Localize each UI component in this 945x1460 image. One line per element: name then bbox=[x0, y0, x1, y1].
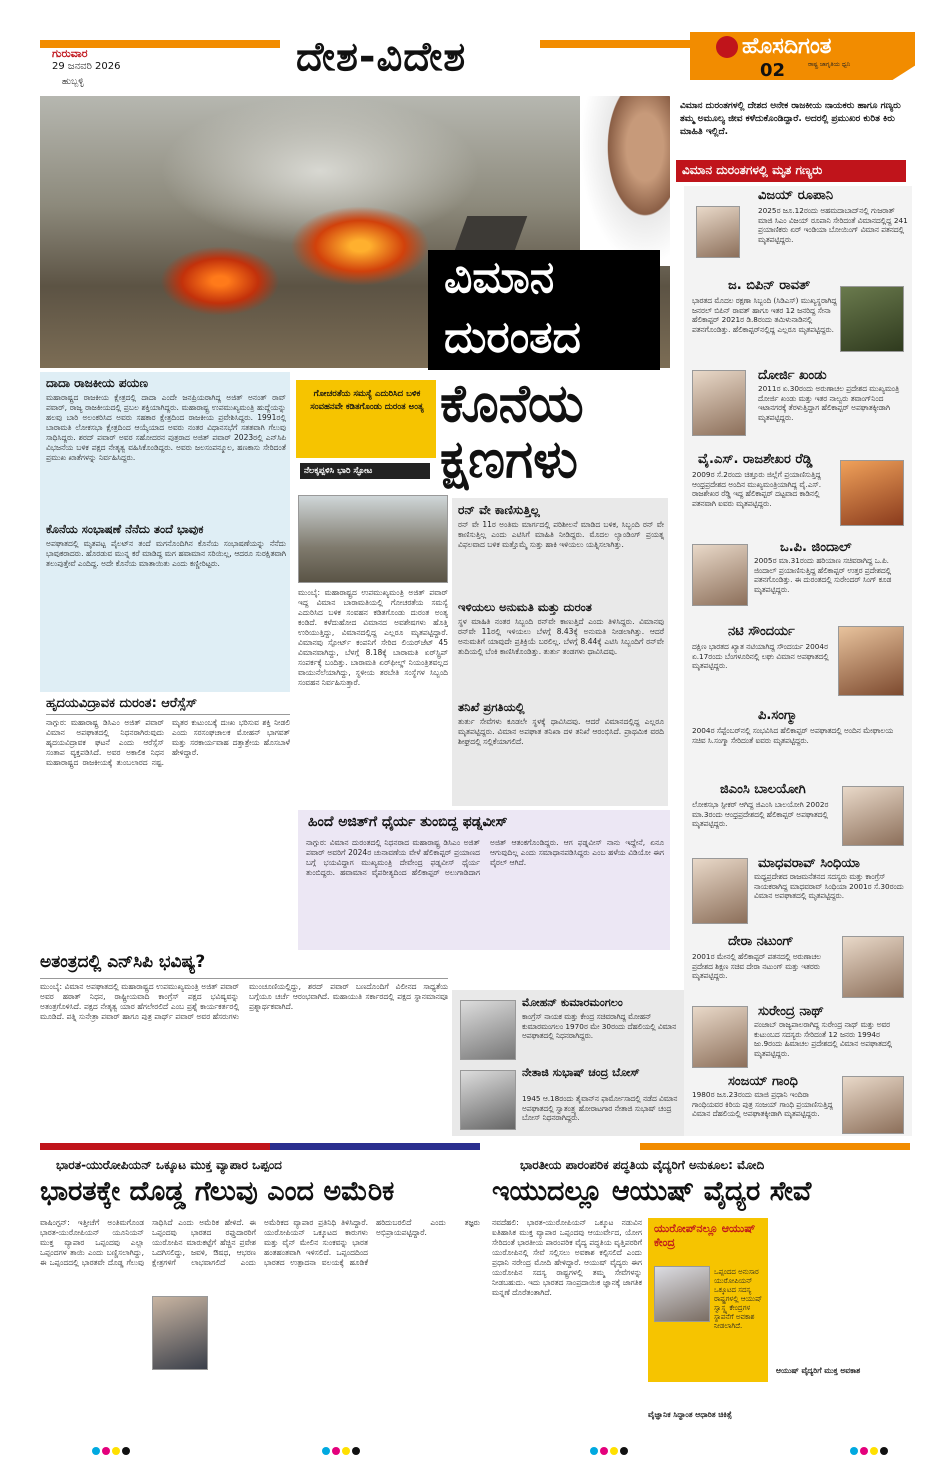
main-body: ಮುಂಬೈ: ಮಹಾರಾಷ್ಟ್ರದ ಉಪಮುಖ್ಯಮಂತ್ರಿ ಅಜಿತ್ ಪವಾರ್ ಇದ್ದ ವಿಮಾನ ಬಾರಾಮತಿಯಲ್ಲಿ ಗೋಚರತೆಯ ಸಮಸ್ಯೆ ಎದುರಿಸಿದ ಬಳಿಕ ಸಂವಹನ ಕಡಿತಗೊಂಡು ದುರಂತ ಅಂತ್ಯ ಕಂಡಿದೆ. ಕಳೆದುಹೋದ ವಿಮಾನದ ಅವಶೇಷಗಳು ಹೊತ್ತಿ ಉರಿಯುತ್ತಿದ್ದು, ವಿಮಾನದಲ್ಲಿದ್ದ ಎಲ್ಲರೂ ಮೃತಪಟ್ಟಿದ್ದಾರೆ. ವಿಮಾನವು ಸ್ಪೋರ್ಟ್ ಕಂಪನಿಗೆ ಸೇರಿದ ಲಿಯರ್‌ಜೆಟ್ 45 ವಿಮಾನವಾಗಿದ್ದು, ಬೆಳಗ್ಗೆ 8.18ಕ್ಕೆ ಬಾರಾಮತಿ ಏರ್‌ಸ್ಟ್ರಿಪ್ ಸಂಪರ್ಕಕ್ಕೆ ಬಂದಿತ್ತು. ಬಾರಾಮತಿ ಏರ್‌ಫೀಲ್ಡ್ ನಿಯಂತ್ರಿತವಲ್ಲದ ವಾಯುನೆಲೆಯಾಗಿದ್ದು, ಸ್ಥಳೀಯ ತರಬೇತಿ ಸಂಸ್ಥೆಗಳ ಸಿಬ್ಬಂದಿ ಸಂವಹನ ನಿರ್ವಹಿಸುತ್ತಾರೆ. bbox=[298, 588, 448, 687]
victim-row bbox=[688, 1004, 910, 1072]
dot-cyan bbox=[322, 1447, 330, 1455]
runway-body: ರನ್ ವೇ 11ರ ಅಂತಿಮ ಮಾರ್ಗದಲ್ಲಿ ಪರಿಶೀಲನೆ ಮಾಡಿದ ಬಳಿಕ, ಸಿಬ್ಬಂದಿ ರನ್ ವೇ ಕಾಣಿಸುತ್ತಿಲ್ಲ ಎಂದು ಎಟಿಸಿಗೆ ಮಾಹಿತಿ ನೀಡಿದ್ದರು. ಮೊದಲ ಲ್ಯಾಂಡಿಂಗ್ ಪ್ರಯತ್ನ ವಿಫಲವಾದ ಬಳಿಕ ಮತ್ತೊಮ್ಮೆ ಸುತ್ತು ಹಾಕಿ ಇಳಿಯಲು ಯತ್ನಿಸಲಾಗಿತ್ತು. bbox=[458, 520, 664, 549]
victim-name: ನಟಿ ಸೌಂದರ್ಯ bbox=[728, 624, 795, 639]
dot-black bbox=[352, 1447, 360, 1455]
victim-photo bbox=[842, 936, 904, 998]
victim-photo bbox=[692, 370, 746, 436]
victim-text: ಪಂಜಾಬ್ ರಾಜ್ಯಪಾಲರಾಗಿದ್ದ ಸುರೇಂದ್ರ ನಾಥ್ ಮತ್ತು ಅವರ ಕುಟುಂಬದ ಸದಸ್ಯರು ಸೇರಿದಂತೆ 12 ಜನರು 1994ರ ಜು.9ರಂದು ಹಿಮಾಚಲ ಪ್ರದೇಶದಲ್ಲಿ ವಿಮಾನ ಅಪಘಾತದಲ್ಲಿ ಮೃತಪಟ್ಟಿದ್ದರು. bbox=[754, 1020, 893, 1058]
extra-victim-name-2: ನೇತಾಜಿ ಸುಭಾಷ್ ಚಂದ್ರ ಬೋಸ್ bbox=[522, 1066, 640, 1079]
registration-dots-left bbox=[92, 1440, 132, 1459]
ncp-body: ಮುಂಬೈ: ವಿಮಾನ ಅಪಘಾತದಲ್ಲಿ ಮಹಾರಾಷ್ಟ್ರದ ಉಪಮುಖ್ಯಮಂತ್ರಿ ಅಜಿತ್ ಪವಾರ್ ಅವರ ಹಠಾತ್ ನಿಧನ, ರಾಷ್ಟ್ರೀಯವಾದಿ ಕಾಂಗ್ರೆಸ್ ಪಕ್ಷದ ಭವಿಷ್ಯವನ್ನು ಅತಂತ್ರಗೊಳಿಸಿದೆ. ಪಕ್ಷದ ನೇತೃತ್ವ ಯಾರ ಹೆಗಲೇರಲಿದೆ ಎಂಬ ಪ್ರಶ್ನೆ ಕಾರ್ಯಕರ್ತರಲ್ಲಿ ಮೂಡಿದೆ. ಪತ್ನಿ ಸುನೇತ್ರಾ ಪವಾರ್ ಹಾಗೂ ಪುತ್ರ ಪಾರ್ಥ್ ಪವಾರ್ ಅವರ ಹೆಸರುಗಳು ಮುಂಚೂಣಿಯಲ್ಲಿದ್ದು, ಶರದ್ ಪವಾರ್ ಬಣದೊಂದಿಗೆ ವಿಲೀನದ ಸಾಧ್ಯತೆಯ ಬಗ್ಗೆಯೂ ಚರ್ಚೆ ಆರಂಭವಾಗಿದೆ. ಮಹಾಯುತಿ ಸರ್ಕಾರದಲ್ಲಿ ಪಕ್ಷದ ಸ್ಥಾನಮಾನವೂ ಪ್ರಶ್ನಾರ್ಥಕವಾಗಿದೆ. bbox=[40, 982, 448, 1021]
victim-name: ಜಿಎಂಸಿ ಬಾಲಯೋಗಿ bbox=[720, 782, 806, 797]
last-talk-body: ಅಪಘಾತದಲ್ಲಿ ಮೃತಪಟ್ಟ ಪೈಲಟ್‌ನ ತಂದೆ ಮಗನೊಂದಿಗಿನ ಕೊನೆಯ ಸಂಭಾಷಣೆಯನ್ನು ನೆನೆದು ಭಾವುಕರಾದರು. ಹೊರಡುವ ಮುನ್ನ ಕರೆ ಮಾಡಿದ್ದ ಮಗ ಹವಾಮಾನ ಸರಿಯಿಲ್ಲ, ಆದರೂ ಸುರಕ್ಷಿತವಾಗಿ ತಲುಪುತ್ತೇವೆ ಎಂದಿದ್ದ. ಅದೇ ಕೊನೆಯ ಮಾತಾಯಿತು ಎಂದು ಕಣ್ಣೀರಿಟ್ಟರು. bbox=[46, 539, 286, 568]
bottom-rule-mid bbox=[270, 1143, 480, 1150]
fire-crew-photo bbox=[298, 495, 448, 583]
victim-photo bbox=[842, 1076, 904, 1134]
victim-photo bbox=[838, 626, 904, 696]
victim-text: 2009ರ ಸೆ.2ರಂದು ಚಿತ್ತೂರು ಜಿಲ್ಲೆಗೆ ಪ್ರಯಾಣಿಸುತ್ತಿದ್ದ ಆಂಧ್ರಪ್ರದೇಶದ ಅಂದಿನ ಮುಖ್ಯಮಂತ್ರಿಯಾಗಿದ್ದ ವೈ.ಎಸ್. ರಾಜಶೇಖರ ರೆಡ್ಡಿ ಇದ್ದ ಹೆಲಿಕಾಪ್ಟರ್ ದಟ್ಟವಾದ ಕಾಡಿನಲ್ಲಿ ಪತನವಾಗಿ ಐವರು ಮೃತಪಟ್ಟಿದ್ದರು. bbox=[692, 470, 822, 508]
ncp-title bbox=[40, 952, 205, 972]
headline-line-4: ಕ್ಷಣಗಳು bbox=[440, 430, 578, 490]
section-title: ದೇಶ-ವಿದೇಶ bbox=[296, 34, 467, 80]
politician-portrait bbox=[580, 96, 670, 266]
heart-body: ನಾಗ್ಪುರ: ಮಹಾರಾಷ್ಟ್ರ ಡಿಸಿಎಂ ಅಜಿತ್ ಪವಾರ್ ವಿಮಾನ ಅಪಘಾತದಲ್ಲಿ ನಿಧನರಾಗಿರುವುದು ಹೃದಯವಿದ್ರಾವಕ ಘಟನೆ ಎಂದು ಆರೆಸ್ಸೆಸ್ ಸಂತಾಪ ವ್ಯಕ್ತಪಡಿಸಿದೆ. ಅವರ ಅಕಾಲಿಕ ನಿಧನ ಮಹಾರಾಷ್ಟ್ರದ ರಾಜಕೀಯಕ್ಕೆ ತುಂಬಲಾರದ ನಷ್ಟ. ಮೃತರ ಕುಟುಂಬಕ್ಕೆ ದುಃಖ ಭರಿಸುವ ಶಕ್ತಿ ನೀಡಲಿ ಎಂದು ಸರಸಂಘಚಾಲಕ ಮೋಹನ್ ಭಾಗವತ್ ಮತ್ತು ಸರಕಾರ್ಯವಾಹ ದತ್ತಾತ್ರೇಯ ಹೊಸಬಾಳೆ ಹೇಳಿದ್ದಾರೆ. bbox=[46, 718, 290, 767]
sidebar-title: ವಿಮಾನ ದುರಂತಗಳಲ್ಲಿ ಮೃತ ಗಣ್ಯರು bbox=[682, 163, 823, 177]
victim-text: 2005ರ ಮಾ.31ರಂದು ಹರಿಯಾಣ ಸಚಿವರಾಗಿದ್ದ ಒ.ಪಿ. ಜಿಂದಾಲ್ ಪ್ರಯಾಣಿಸುತ್ತಿದ್ದ ಹೆಲಿಕಾಪ್ಟರ್ ಉತ್ತರ ಪ್ರದೇಶದಲ್ಲಿ ಪತನಗೊಂಡಿತ್ತು. ಈ ದುರಂತದಲ್ಲಿ ಸುರೇಂದರ್ ಸಿಂಗ್ ಕೂಡ ಮೃತಪಟ್ಟಿದ್ದರು. bbox=[754, 556, 892, 594]
dot-cyan bbox=[590, 1447, 598, 1455]
masthead bbox=[0, 0, 945, 92]
victim-photo bbox=[692, 1006, 748, 1068]
victim-photo bbox=[840, 286, 904, 352]
dot-magenta bbox=[860, 1447, 868, 1455]
victim-row bbox=[688, 188, 910, 268]
probe-title: ತನಿಖೆ ಪ್ರಗತಿಯಲ್ಲಿ bbox=[458, 700, 525, 714]
registration-dots-mid bbox=[322, 1440, 362, 1459]
masthead-city: ಹುಬ್ಬಳ್ಳಿ bbox=[62, 77, 84, 87]
victim-photo bbox=[696, 206, 740, 258]
victim-name: ಜ. ಬಿಪಿನ್ ರಾವತ್ bbox=[728, 278, 811, 293]
runway-title: ರನ್ ವೇ ಕಾಣಿಸುತ್ತಿಲ್ಲ bbox=[458, 503, 540, 517]
last-talk-title: ಕೊನೆಯ ಸಂಭಾಷಣೆ ನೆನೆದು ತಂದೆ ಭಾವುಕ bbox=[46, 522, 204, 536]
bottom-rule-left bbox=[40, 1143, 270, 1150]
victim-row bbox=[688, 540, 910, 620]
victim-name: ಸಂಜಯ್ ಗಾಂಧಿ bbox=[728, 1074, 798, 1089]
extra-victim-text-1: ಕಾಂಗ್ರೆಸ್ ನಾಯಕ ಮತ್ತು ಕೇಂದ್ರ ಸಚಿವರಾಗಿದ್ದ ಮೋಹನ್ ಕುಮಾರಮಂಗಲಂ 1970ರ ಮೇ 30ರಂದು ದೆಹಲಿಯಲ್ಲಿ ವಿಮಾನ ಅಪಘಾತದಲ್ಲಿ ನಿಧನರಾಗಿದ್ದರು. bbox=[522, 1012, 677, 1040]
ayush-body: ನವದೆಹಲಿ: ಭಾರತ-ಯುರೋಪಿಯನ್ ಒಕ್ಕೂಟ ನಡುವಿನ ಐತಿಹಾಸಿಕ ಮುಕ್ತ ವ್ಯಾಪಾರ ಒಪ್ಪಂದವು ಆಯುರ್ವೇದ, ಯೋಗ ಸೇರಿದಂತೆ ಭಾರತೀಯ ಪಾರಂಪರಿಕ ವೈದ್ಯ ಪದ್ಧತಿಯ ವೃತ್ತಿಪರರಿಗೆ ಯುರೋಪಿನಲ್ಲಿ ಸೇವೆ ಸಲ್ಲಿಸಲು ಅವಕಾಶ ಕಲ್ಪಿಸಲಿದೆ ಎಂದು ಪ್ರಧಾನಿ ನರೇಂದ್ರ ಮೋದಿ ಹೇಳಿದ್ದಾರೆ. ಆಯುಷ್ ವೈದ್ಯರು ಈಗ ಯುರೋಪಿನ ಸದಸ್ಯ ರಾಷ್ಟ್ರಗಳಲ್ಲಿ ತಮ್ಮ ಸೇವೆಗಳನ್ನು ನೀಡಬಹುದು. ಇದು ಭಾರತದ ಸಾಂಪ್ರದಾಯಿಕ ಜ್ಞಾನಕ್ಕೆ ಜಾಗತಿಕ ಮನ್ನಣೆ ದೊರೆತಂತಾಗಿದೆ. bbox=[492, 1218, 642, 1297]
registration-dots-right bbox=[590, 1440, 630, 1459]
victim-text: 2004ರ ಸೆಪ್ಟೆಂಬರ್‌ನಲ್ಲಿ ಸಂಭವಿಸಿದ ಹೆಲಿಕಾಪ್ಟರ್ ಅಪಘಾತದಲ್ಲಿ ಅಂದಿನ ಮೇಘಾಲಯ ಸಚಿವ ಸಿ.ಸಂಗ್ಮಾ ಸೇರಿದಂತೆ ಐವರು ಮೃತಪಟ್ಟಿದ್ದರು. bbox=[692, 726, 894, 745]
dot-yellow bbox=[112, 1447, 120, 1455]
registration-dots-far-right bbox=[850, 1440, 890, 1459]
eu-headline: ಭಾರತಕ್ಕೇ ದೊಡ್ಡ ಗೆಲುವು ಎಂದ ಅಮೆರಿಕ bbox=[40, 1176, 395, 1207]
brand-tagline: ರಾಷ್ಟ್ರ ಜಾಗೃತಿಯ ಧ್ವನಿ bbox=[808, 61, 851, 68]
victim-name: ದೋರ್ಜಿ ಖಂಡು bbox=[758, 368, 827, 383]
victim-row bbox=[688, 782, 910, 852]
victim-text: ಭಾರತದ ಮೊದಲ ರಕ್ಷಣಾ ಸಿಬ್ಬಂದಿ (ಸಿಡಿಎಸ್) ಮುಖ್ಯಸ್ಥರಾಗಿದ್ದ ಜನರಲ್ ಬಿಪಿನ್ ರಾವತ್ ಹಾಗೂ ಇತರ 12 ಜನರಿದ್ದ ಸೇನಾ ಹೆಲಿಕಾಪ್ಟರ್ 2021ರ ಡಿ.8ರಂದು ತಮಿಳುನಾಡಿನಲ್ಲಿ ಪತನಗೊಂಡಿತ್ತು. ಹೆಲಿಕಾಪ್ಟರ್‌ನಲ್ಲಿದ್ದ ಎಲ್ಲರೂ ಮೃತಪಟ್ಟಿದ್ದರು. bbox=[692, 296, 837, 334]
ayush-sub1: ಆಯುಷ್ ವೈದ್ಯರಿಗೆ ಮುಕ್ತ ಅವಕಾಶ bbox=[776, 1366, 861, 1375]
modi-meeting-photo bbox=[654, 1266, 710, 1322]
victim-photo bbox=[692, 858, 748, 924]
victim-row bbox=[688, 452, 910, 536]
victim-text: 2001ರ ಮೇನಲ್ಲಿ ಹೆಲಿಕಾಪ್ಟರ್ ಪತನದಲ್ಲಿ ಅರುಣಾಚಲ ಪ್ರದೇಶದ ಶಿಕ್ಷಣ ಸಚಿವ ದೇರಾ ನಟುಂಗ್ ಮತ್ತು ಇತರರು ಮೃತಪಟ್ಟಿದ್ದರು. bbox=[692, 952, 822, 980]
fire-patch-2 bbox=[290, 206, 430, 286]
victim-photo bbox=[692, 544, 748, 606]
ayush-box-body: ಒಪ್ಪಂದದ ಅನುಸಾರ ಯುರೋಪಿಯನ್ ಒಕ್ಕೂಟದ ಸದಸ್ಯ ರಾಷ್ಟ್ರಗಳಲ್ಲಿ ಆಯುಷ್ ಸ್ವಾಸ್ಥ್ಯ ಕೇಂದ್ರಗಳ ಸ್ಥಾಪನೆಗೆ ಅವಕಾಶ ನೀಡಲಾಗಿದೆ. bbox=[714, 1268, 763, 1330]
eu-body: ವಾಷಿಂಗ್ಟನ್: ಇತ್ತೀಚೆಗೆ ಅಂತಿಮಗೊಂಡ ಭಾರತ-ಯುರೋಪಿಯನ್ ಯೂನಿಯನ್ ಮುಕ್ತ ವ್ಯಾಪಾರ ಒಪ್ಪಂದವು ಎಲ್ಲಾ ಒಪ್ಪಂದಗಳ ತಾಯಿ ಎಂದು ಬಣ್ಣಿಸಲಾಗಿದ್ದು, ಈ ಒಪ್ಪಂದದಲ್ಲಿ ಭಾರತವೇ ದೊಡ್ಡ ಗೆಲುವು ಸಾಧಿಸಿದೆ ಎಂದು ಅಮೆರಿಕ ಹೇಳಿದೆ. ಈ ಒಪ್ಪಂದವು ಭಾರತದ ರಫ್ತುದಾರರಿಗೆ ಯುರೋಪಿನ ಮಾರುಕಟ್ಟೆಗೆ ಹೆಚ್ಚಿನ ಪ್ರವೇಶ ಒದಗಿಸಲಿದ್ದು, ಜವಳಿ, ಔಷಧ, ಆಭರಣ ಕ್ಷೇತ್ರಗಳಿಗೆ ಲಾಭವಾಗಲಿದೆ ಎಂದು ಅಮೆರಿಕದ ವ್ಯಾಪಾರ ಪ್ರತಿನಿಧಿ ತಿಳಿಸಿದ್ದಾರೆ. ಯುರೋಪಿಯನ್ ಒಕ್ಕೂಟದ ಕಾರುಗಳು ಮತ್ತು ವೈನ್ ಮೇಲಿನ ಸುಂಕವನ್ನು ಭಾರತ ಹಂತಹಂತವಾಗಿ ಇಳಿಸಲಿದೆ. ಒಪ್ಪಂದದಿಂದ ಭಾರತದ ಉತ್ಪಾದನಾ ವಲಯಕ್ಕೆ ಹೂಡಿಕೆ ಹರಿದುಬರಲಿದೆ ಎಂದು ತಜ್ಞರು ಅಭಿಪ್ರಾಯಪಟ್ಟಿದ್ದಾರೆ. bbox=[40, 1218, 480, 1267]
ncp-title-text: ಅತಂತ್ರದಲ್ಲಿ ಎನ್‌ಸಿಪಿ ಭವಿಷ್ಯ? bbox=[40, 952, 206, 972]
eu-kicker: ಭಾರತ-ಯುರೋಪಿಯನ್ ಒಕ್ಕೂಟ ಮುಕ್ತ ವ್ಯಾಪಾರ ಒಪ್ಪಂದ bbox=[56, 1158, 282, 1172]
bottom-rule-right bbox=[640, 1143, 910, 1150]
heart-title: ಹೃದಯವಿದ್ರಾವಕ ದುರಂತ: ಆರೆಸ್ಸೆಸ್ bbox=[46, 696, 198, 711]
victim-text: ದಕ್ಷಿಣ ಭಾರತದ ಖ್ಯಾತ ನಟಿಯಾಗಿದ್ದ ಸೌಂದರ್ಯ 2004ರ ಏ.17ರಂದು ಬೆಂಗಳೂರಿನಲ್ಲಿ ಲಘು ವಿಮಾನ ಅಪಘಾತದಲ್ಲಿ ಮೃತಪಟ್ಟಿದ್ದರು. bbox=[692, 642, 829, 670]
victim-name: ದೇರಾ ನಟುಂಗ್ bbox=[728, 934, 794, 949]
dot-black bbox=[122, 1447, 130, 1455]
masthead-date: 29 ಜನವರಿ 2026 bbox=[52, 61, 121, 72]
ayush-sub2: ವೈಜ್ಞಾನಿಕ ಸಿದ್ಧಾಂತ ಆಧಾರಿತ ಚಿಕಿತ್ಸೆ bbox=[648, 1410, 732, 1419]
extra-victim-name-1: ಮೋಹನ್ ಕುಮಾರಮಂಗಲಂ bbox=[522, 996, 623, 1009]
dot-yellow bbox=[342, 1447, 350, 1455]
ayush-kicker: ಭಾರತೀಯ ಪಾರಂಪರಿಕ ಪದ್ಧತಿಯ ವೈದ್ಯರಿಗೆ ಅನುಕೂಲ: ಮೋದಿ bbox=[520, 1158, 765, 1172]
intro-tag: ನೆಲಕ್ಕಪ್ಪಳಿಸಿ ಭಾರಿ ಸ್ಫೋಟ bbox=[300, 463, 430, 479]
dada-title: ದಾದಾ ರಾಜಕೀಯ ಪಯಣ bbox=[46, 376, 148, 390]
victim-row bbox=[688, 278, 910, 362]
victim-row bbox=[688, 708, 910, 776]
headline-line-2: ದುರಂತದ bbox=[444, 312, 581, 363]
dada-body: ಮಹಾರಾಷ್ಟ್ರದ ರಾಜಕೀಯ ಕ್ಷೇತ್ರದಲ್ಲಿ ದಾದಾ ಎಂದೇ ಜನಪ್ರಿಯರಾಗಿದ್ದ ಅಜಿತ್ ಅನಂತ್ ರಾವ್ ಪವಾರ್, ರಾಜ್ಯ ರಾಜಕೀಯದಲ್ಲಿ ಪ್ರಬಲ ಶಕ್ತಿಯಾಗಿದ್ದರು. ಮಹಾರಾಷ್ಟ್ರ ಉಪಮುಖ್ಯಮಂತ್ರಿ ಹುದ್ದೆಯನ್ನು ಹಲವು ಬಾರಿ ಅಲಂಕರಿಸಿದ ಅವರು ಸಹಕಾರ ಕ್ಷೇತ್ರದಿಂದ ರಾಜಕೀಯ ಪ್ರವೇಶಿಸಿದ್ದರು. 1991ರಲ್ಲಿ ಬಾರಾಮತಿ ಲೋಕಸಭಾ ಕ್ಷೇತ್ರದಿಂದ ಆಯ್ಕೆಯಾದ ಅವರು ನಂತರ ವಿಧಾನಸಭೆಗೆ ಸತತವಾಗಿ ಗೆಲುವು ಸಾಧಿಸಿದ್ದರು. ಶರದ್ ಪವಾರ್ ಅವರ ಸಹೋದರನ ಪುತ್ರರಾದ ಅಜಿತ್ ಪವಾರ್ 2023ರಲ್ಲಿ ಎನ್‌ಸಿಪಿ ವಿಭಜನೆಯ ಬಳಿಕ ಪಕ್ಷದ ನೇತೃತ್ವ ವಹಿಸಿಕೊಂಡಿದ್ದರು. ಅವರು ಜಲಸಂಪನ್ಮೂಲ, ಹಣಕಾಸು ಸೇರಿದಂತೆ ಪ್ರಮುಖ ಖಾತೆಗಳನ್ನು ನಿರ್ವಹಿಸಿದ್ದರು. bbox=[46, 393, 286, 462]
headline-line-1: ವಿಮಾನ bbox=[444, 252, 555, 303]
victim-text: ಮಧ್ಯಪ್ರದೇಶದ ರಾಜಮನೆತನದ ಸದಸ್ಯರು ಮತ್ತು ಕಾಂಗ್ರೆಸ್ ನಾಯಕರಾಗಿದ್ದ ಮಾಧವರಾವ್ ಸಿಂಧಿಯಾ 2001ರ ಸೆ.30ರಂದು ವಿಮಾನ ಅಪಘಾತದಲ್ಲಿ ಮೃತಪಟ್ಟಿದ್ದರು. bbox=[754, 872, 904, 900]
headline-line-3: ಕೊನೆಯ bbox=[440, 374, 584, 434]
masthead-right-rule bbox=[540, 40, 690, 48]
brand-logo-icon bbox=[716, 36, 738, 58]
brand-name: ಹೊಸದಿಗಂತ bbox=[742, 34, 832, 59]
ayush-headline: ಇಯುದಲ್ಲೂ ಆಯುಷ್ ವೈದ್ಯರ ಸೇವೆ bbox=[492, 1176, 812, 1207]
landing-title: ಇಳಿಯಲು ಅನುಮತಿ ಮತ್ತು ದುರಂತ bbox=[458, 600, 592, 614]
dot-cyan bbox=[850, 1447, 858, 1455]
masthead-day: ಗುರುವಾರ bbox=[52, 47, 88, 60]
extra-victim-photo-1 bbox=[460, 1000, 516, 1060]
intro-text: ಗೋಚರತೆಯ ಸಮಸ್ಯೆ ಎದುರಿಸಿದ ಬಳಿಕ ಸಂವಹನವೇ ಕಡಿತಗೊಂಡು ದುರಂತ ಅಂತ್ಯ bbox=[310, 389, 424, 412]
dot-black bbox=[620, 1447, 628, 1455]
extra-victim-photo-2 bbox=[460, 1070, 516, 1130]
victim-name: ಒ.ಪಿ. ಜಿಂದಾಲ್ bbox=[780, 540, 852, 555]
sidebar-intro: ವಿಮಾನ ದುರಂತಗಳಲ್ಲಿ ದೇಶದ ಅನೇಕ ರಾಜಕೀಯ ನಾಯಕರು ಹಾಗೂ ಗಣ್ಯರು ತಮ್ಮ ಅಮೂಲ್ಯ ಜೀವ ಕಳೆದುಕೊಂಡಿದ್ದಾರೆ. ಅದರಲ್ಲಿ ಪ್ರಮುಖರ ಕುರಿತ ಕಿರು ಮಾಹಿತಿ ಇಲ್ಲಿದೆ. bbox=[680, 101, 901, 137]
extra-victim-text-2: 1945 ಆ.18ರಂದು ತೈವಾನ್‌ನ ಫಾರ್ಮೋಸಾದಲ್ಲಿ ನಡೆದ ವಿಮಾನ ಅಪಘಾತದಲ್ಲಿ ಸ್ವಾತಂತ್ರ್ಯ ಹೋರಾಟಗಾರ ನೇತಾಜಿ ಸುಭಾಷ್ ಚಂದ್ರ ಬೋಸ್ ನಿಧನರಾಗಿದ್ದರು. bbox=[522, 1094, 678, 1122]
victim-name: ಮಾಧವರಾವ್ ಸಿಂಧಿಯಾ bbox=[758, 856, 860, 871]
victim-photo bbox=[842, 786, 904, 846]
dot-cyan bbox=[92, 1447, 100, 1455]
victim-row bbox=[688, 368, 910, 448]
victim-name: ಸುರೇಂದ್ರ ನಾಥ್ bbox=[758, 1004, 824, 1019]
victim-text: ಲೋಕಸಭಾ ಸ್ಪೀಕರ್ ಆಗಿದ್ದ ಜಿಎಂಸಿ ಬಾಲಯೋಗಿ 2002ರ ಮಾ.3ರಂದು ಆಂಧ್ರಪ್ರದೇಶದಲ್ಲಿ ಹೆಲಿಕಾಪ್ಟರ್ ಅಪಘಾತದಲ್ಲಿ ಮೃತಪಟ್ಟಿದ್ದರು. bbox=[692, 800, 829, 828]
victim-row bbox=[688, 934, 910, 1002]
fire-patch-1 bbox=[160, 246, 280, 316]
victim-text: 2011ರ ಏ.30ರಂದು ಅರುಣಾಚಲ ಪ್ರದೇಶದ ಮುಖ್ಯಮಂತ್ರಿ ದೋರ್ಜಿ ಖಂಡು ಮತ್ತು ಇತರ ನಾಲ್ವರು ತವಾಂಗ್‌ನಿಂದ ಇಟಾನಗರಕ್ಕೆ ತೆರಳುತ್ತಿದ್ದಾಗ ಹೆಲಿಕಾಪ್ಟರ್ ಅಪಘಾತಕ್ಕೀಡಾಗಿ ಮೃತಪಟ್ಟಿದ್ದರು. bbox=[758, 384, 900, 422]
fadnavis-body: ನಾಗ್ಪುರ: ವಿಮಾನ ದುರಂತದಲ್ಲಿ ನಿಧನರಾದ ಮಹಾರಾಷ್ಟ್ರ ಡಿಸಿಎಂ ಅಜಿತ್ ಪವಾರ್ ಅವರಿಗೆ 2024ರ ಚುನಾವಣೆಯ ವೇಳೆ ಹೆಲಿಕಾಪ್ಟರ್ ಪ್ರಯಾಣದ ಬಗ್ಗೆ ಭಯವಿದ್ದಾಗ ಮುಖ್ಯಮಂತ್ರಿ ದೇವೇಂದ್ರ ಫಡ್ನವೀಸ್ ಧೈರ್ಯ ತುಂಬಿದ್ದರು. ಹವಾಮಾನ ವೈಪರೀತ್ಯದಿಂದ ಹೆಲಿಕಾಪ್ಟರ್ ಅಲುಗಾಡಿದಾಗ ಅಜಿತ್ ಆತಂಕಗೊಂಡಿದ್ದರು. ಆಗ ಫಡ್ನವೀಸ್ ನಾನು ಇದ್ದೇನೆ, ಏನೂ ಆಗುವುದಿಲ್ಲ ಎಂದು ಸಮಾಧಾನಪಡಿಸಿದ್ದರು ಎಂಬ ಹಳೆಯ ವಿಡಿಯೋ ಈಗ ವೈರಲ್ ಆಗಿದೆ. bbox=[306, 838, 664, 877]
fadnavis-title: ಹಿಂದೆ ಅಜಿತ್‌ಗೆ ಧೈರ್ಯ ತುಂಬಿದ್ದ ಫಡ್ನವೀಸ್ bbox=[308, 814, 508, 830]
victim-text: 1980ರ ಜೂ.23ರಂದು ಮಾಜಿ ಪ್ರಧಾನಿ ಇಂದಿರಾ ಗಾಂಧಿಯವರ ಕಿರಿಯ ಪುತ್ರ ಸಂಜಯ್ ಗಾಂಧಿ ಪ್ರಯಾಣಿಸುತ್ತಿದ್ದ ವಿಮಾನ ದೆಹಲಿಯಲ್ಲಿ ಅಪಘಾತಕ್ಕೀಡಾಗಿ ಮೃತಪಟ್ಟಿದ್ದರು. bbox=[692, 1090, 833, 1118]
victim-photo bbox=[840, 460, 904, 526]
dot-magenta bbox=[332, 1447, 340, 1455]
dot-magenta bbox=[102, 1447, 110, 1455]
victim-row bbox=[688, 856, 910, 930]
ayush-box-title: ಯುರೋಪ್‌ನಲ್ಲೂ ಆಯುಷ್ ಕೇಂದ್ರ bbox=[654, 1222, 756, 1249]
ncp-rule bbox=[40, 978, 448, 979]
victim-row bbox=[688, 624, 910, 702]
probe-body: ತುರ್ತು ಸೇವೆಗಳು ಕೂಡಲೇ ಸ್ಥಳಕ್ಕೆ ಧಾವಿಸಿದವು. ಆದರೆ ವಿಮಾನದಲ್ಲಿದ್ದ ಎಲ್ಲರೂ ಮೃತಪಟ್ಟಿದ್ದರು. ವಿಮಾನ ಅಪಘಾತ ತನಿಖಾ ದಳ ತನಿಖೆ ಆರಂಭಿಸಿದೆ. ಪ್ರಾಥಮಿಕ ವರದಿ ಶೀಘ್ರದಲ್ಲಿ ಸಲ್ಲಿಕೆಯಾಗಲಿದೆ. bbox=[458, 717, 664, 746]
victim-text: 2025ರ ಜೂ.12ರಂದು ಅಹಮದಾಬಾದ್‌ನಲ್ಲಿ ಗುಜರಾತ್ ಮಾಜಿ ಸಿಎಂ ವಿಜಯ್ ರೂಪಾನಿ ಸೇರಿದಂತೆ ವಿಮಾನದಲ್ಲಿದ್ದ 241 ಪ್ರಯಾಣಿಕರು ಏರ್ ಇಂಡಿಯಾ ಬೋಯಿಂಗ್ ವಿಮಾನ ಪತನದಲ್ಲಿ ಮೃತಪಟ್ಟಿದ್ದರು. bbox=[758, 206, 908, 244]
dot-magenta bbox=[600, 1447, 608, 1455]
page-number: 02 bbox=[760, 60, 786, 81]
victim-row bbox=[688, 1074, 910, 1136]
dot-black bbox=[880, 1447, 888, 1455]
us-official-photo bbox=[152, 1296, 208, 1370]
victim-name: ವಿಜಯ್ ರೂಪಾನಿ bbox=[758, 188, 834, 203]
victim-name: ಪಿ.ಸಂಗ್ಮಾ bbox=[758, 708, 798, 723]
dot-yellow bbox=[870, 1447, 878, 1455]
victim-name: ವೈ.ಎಸ್. ರಾಜಶೇಖರ ರೆಡ್ಡಿ bbox=[698, 452, 813, 467]
heart-rule bbox=[46, 714, 290, 715]
landing-body: ಸ್ಥಳ ಮಾಹಿತಿ ನಂತರ ಸಿಬ್ಬಂದಿ ರನ್‌ವೇ ಕಾಣುತ್ತಿದೆ ಎಂದು ತಿಳಿಸಿದ್ದರು. ವಿಮಾನವು ರನ್‌ವೇ 11ರಲ್ಲಿ ಇಳಿಯಲು ಬೆಳಗ್ಗೆ 8.43ಕ್ಕೆ ಅನುಮತಿ ನೀಡಲಾಗಿತ್ತು. ಆದರೆ ಅನುಮತಿಗೆ ಯಾವುದೇ ಪ್ರತಿಕ್ರಿಯೆ ಬರಲಿಲ್ಲ. ಬೆಳಗ್ಗೆ 8.44ಕ್ಕೆ ಎಟಿಸಿ ಸಿಬ್ಬಂದಿಗೆ ರನ್‌ವೇ ತುದಿಯಲ್ಲಿ ಬೆಂಕಿ ಕಾಣಿಸಿಕೊಂಡಿತ್ತು. ತುರ್ತು ತಂಡಗಳು ಧಾವಿಸಿದವು. bbox=[458, 617, 664, 656]
dot-yellow bbox=[610, 1447, 618, 1455]
